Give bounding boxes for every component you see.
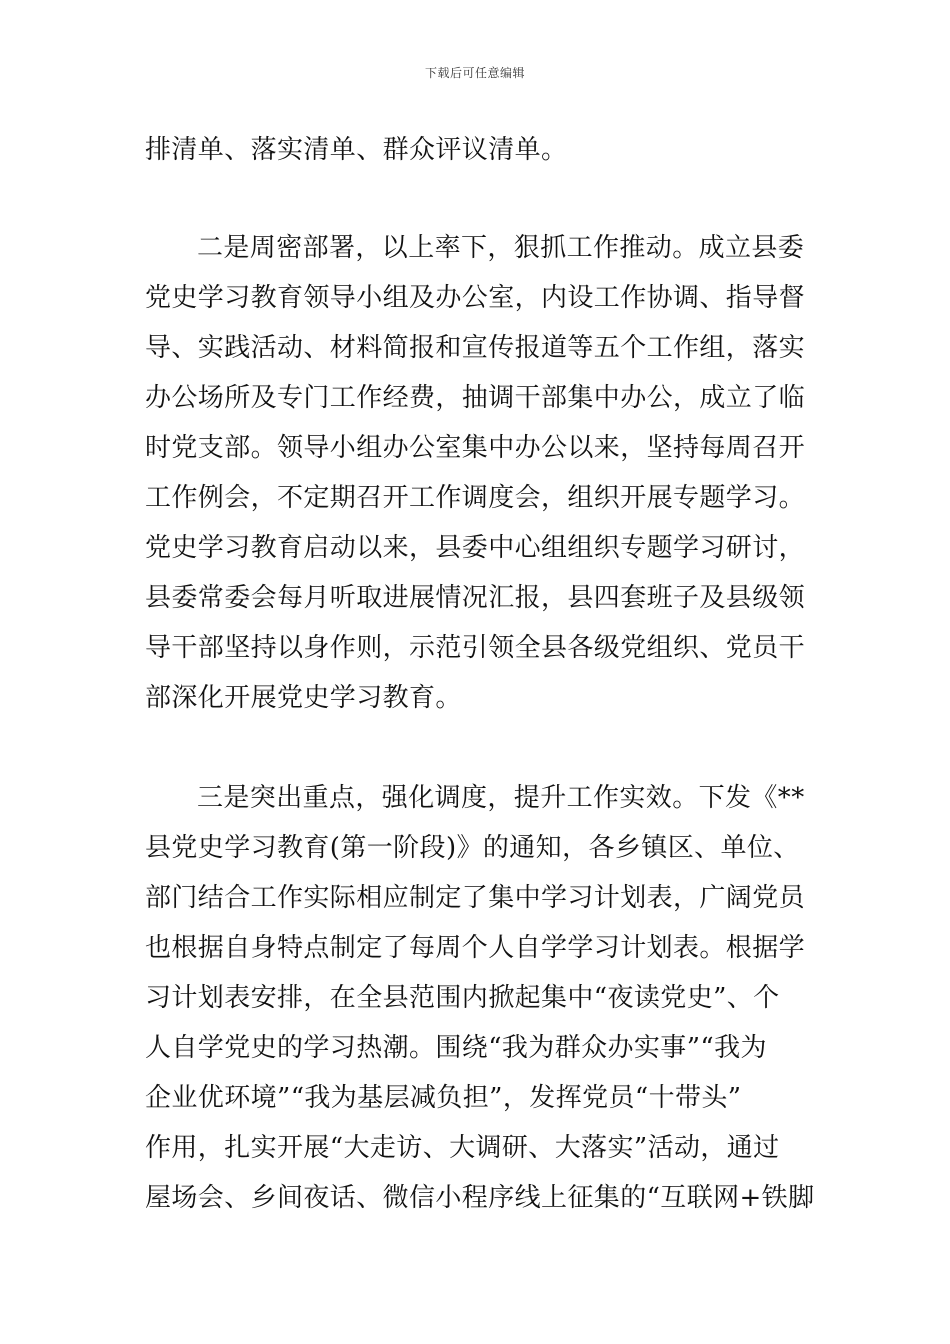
paragraph-3-line-7: 企业优环境”“我为基层减负担”，发挥党员“十带头” [145, 1083, 742, 1113]
paragraph-3-line-9: 屋场会、乡间夜话、微信小程序线上征集的“互联网+铁脚 [145, 1183, 815, 1213]
paragraph-1-line-1: 排清单、落实清单、群众评议清单。 [145, 135, 568, 165]
paragraph-3-line-2: 县党史学习教育(第一阶段)》的通知，各乡镇区、单位、 [145, 833, 800, 863]
paragraph-2-line-7: 党史学习教育启动以来，县委中心组组织专题学习研讨， [145, 533, 806, 563]
paragraph-2-line-6: 工作例会，不定期召开工作调度会，组织开展专题学习。 [145, 483, 806, 513]
paragraph-2-line-5: 时党支部。领导小组办公室集中办公以来，坚持每周召开 [145, 433, 806, 463]
paragraph-3-line-6: 人自学党史的学习热潮。围绕“我为群众办实事”“我为 [145, 1033, 767, 1063]
paragraph-2-line-1: 二是周密部署，以上率下，狠抓工作推动。成立县委 [197, 233, 805, 263]
paragraph-3-line-8: 作用，扎实开展“大走访、大调研、大落实”活动，通过 [145, 1133, 780, 1163]
paragraph-3-line-1: 三是突出重点，强化调度，提升工作实效。下发《** [197, 783, 805, 813]
paragraph-3-line-5: 习计划表安排，在全县范围内掀起集中“夜读党史”、个 [145, 983, 780, 1013]
paragraph-2-line-9: 导干部坚持以身作则，示范引领全县各级党组织、党员干 [145, 633, 806, 663]
paragraph-3-line-4: 也根据自身特点制定了每周个人自学学习计划表。根据学 [145, 933, 806, 963]
paragraph-2-line-4: 办公场所及专门工作经费，抽调干部集中办公，成立了临 [145, 383, 806, 413]
paragraph-2-line-3: 导、实践活动、材料简报和宣传报道等五个工作组，落实 [145, 333, 806, 363]
page-header: 下载后可任意编辑 [424, 66, 525, 80]
paragraph-2-line-8: 县委常委会每月听取进展情况汇报，县四套班子及县级领 [145, 583, 806, 613]
paragraph-2-line-10: 部深化开展党史学习教育。 [145, 683, 462, 713]
paragraph-3-line-3: 部门结合工作实际相应制定了集中学习计划表，广阔党员 [145, 883, 806, 913]
paragraph-2-line-2: 党史学习教育领导小组及办公室，内设工作协调、指导督 [145, 283, 806, 313]
